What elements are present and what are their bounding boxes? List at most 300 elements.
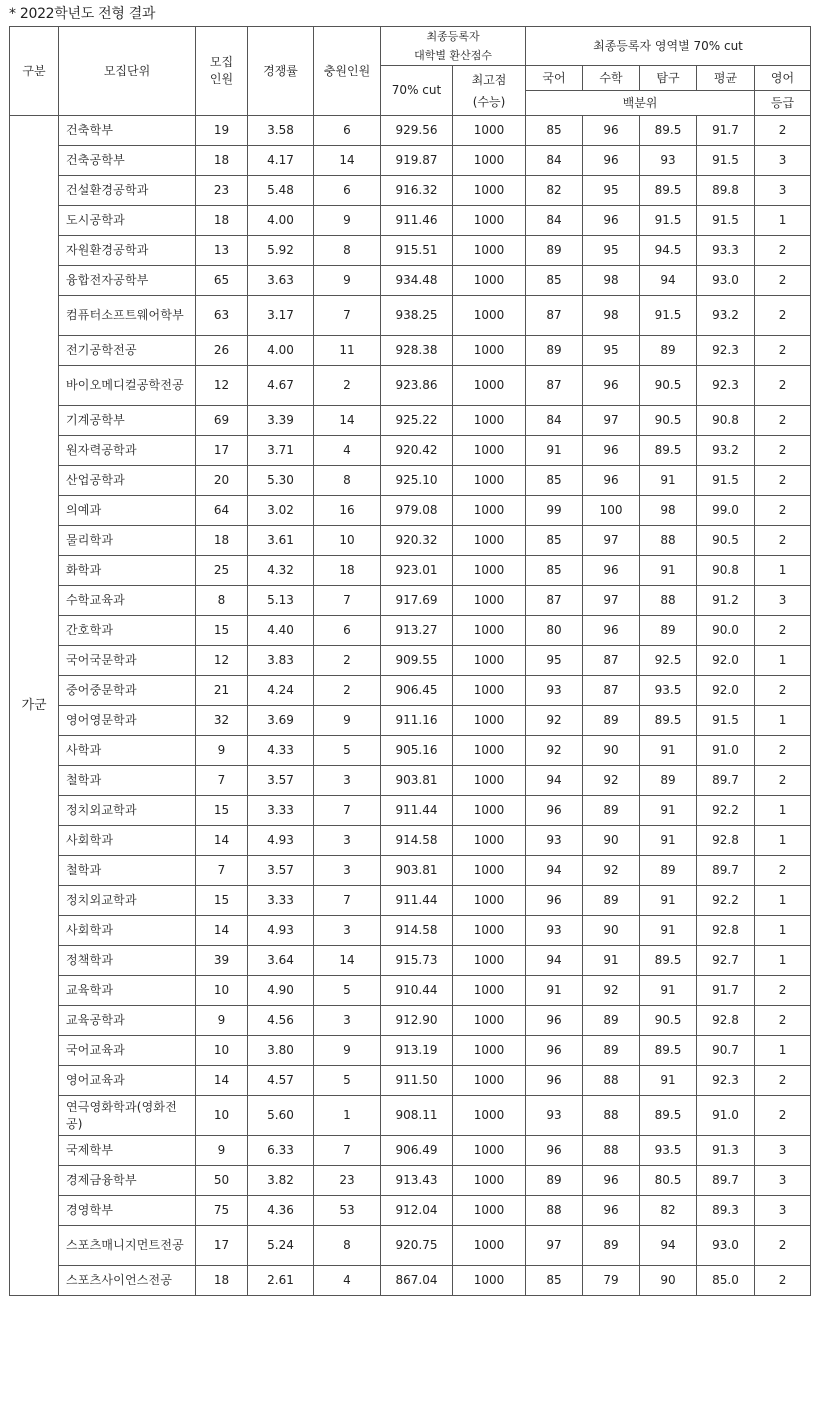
english-grade-cell: 1	[755, 706, 811, 736]
max-score-cell: 1000	[453, 1166, 526, 1196]
max-score-cell: 1000	[453, 766, 526, 796]
english-grade-cell: 3	[755, 1196, 811, 1226]
korean-cell: 85	[526, 526, 583, 556]
math-cell: 87	[583, 676, 640, 706]
table-row	[10, 856, 811, 886]
quota-cell: 23	[196, 176, 248, 206]
cut70-cell: 867.04	[381, 1266, 453, 1296]
extra-cell: 14	[314, 946, 381, 976]
table-row	[10, 946, 811, 976]
competition-cell: 3.69	[248, 706, 314, 736]
korean-cell: 89	[526, 336, 583, 366]
explore-cell: 91.5	[640, 206, 697, 236]
korean-cell: 87	[526, 366, 583, 406]
extra-cell: 4	[314, 436, 381, 466]
table-row	[10, 1066, 811, 1096]
math-cell: 95	[583, 336, 640, 366]
english-grade-cell: 2	[755, 1006, 811, 1036]
quota-cell: 14	[196, 1066, 248, 1096]
cut70-cell: 925.22	[381, 406, 453, 436]
extra-cell: 2	[314, 646, 381, 676]
math-cell: 92	[583, 976, 640, 1006]
cut70-cell: 903.81	[381, 766, 453, 796]
korean-cell: 92	[526, 706, 583, 736]
max-score-cell: 1000	[453, 796, 526, 826]
quota-cell: 63	[196, 296, 248, 336]
average-cell: 92.8	[697, 916, 755, 946]
competition-cell: 4.32	[248, 556, 314, 586]
unit-name: 국어교육과	[59, 1036, 196, 1066]
quota-cell: 65	[196, 266, 248, 296]
english-grade-cell: 2	[755, 1066, 811, 1096]
math-cell: 100	[583, 496, 640, 526]
extra-cell: 3	[314, 916, 381, 946]
table-row	[10, 296, 811, 336]
unit-name: 중어중문학과	[59, 676, 196, 706]
cut70-cell: 917.69	[381, 586, 453, 616]
competition-cell: 3.83	[248, 646, 314, 676]
extra-cell: 7	[314, 296, 381, 336]
math-cell: 96	[583, 616, 640, 646]
quota-cell: 9	[196, 1006, 248, 1036]
table-row	[10, 916, 811, 946]
unit-name: 영어영문학과	[59, 706, 196, 736]
english-grade-cell: 3	[755, 176, 811, 206]
table-row	[10, 886, 811, 916]
cut70-cell: 920.42	[381, 436, 453, 466]
competition-cell: 4.33	[248, 736, 314, 766]
korean-cell: 85	[526, 266, 583, 296]
english-grade-cell: 2	[755, 616, 811, 646]
korean-cell: 96	[526, 1066, 583, 1096]
english-grade-cell: 1	[755, 886, 811, 916]
competition-cell: 6.33	[248, 1136, 314, 1166]
extra-cell: 18	[314, 556, 381, 586]
table-row	[10, 406, 811, 436]
math-cell: 89	[583, 706, 640, 736]
explore-cell: 94.5	[640, 236, 697, 266]
extra-cell: 9	[314, 706, 381, 736]
explore-cell: 90	[640, 1266, 697, 1296]
competition-cell: 4.00	[248, 206, 314, 236]
table-row	[10, 826, 811, 856]
explore-cell: 93.5	[640, 1136, 697, 1166]
cut70-cell: 929.56	[381, 116, 453, 146]
quota-cell: 69	[196, 406, 248, 436]
header-percentile: 백분위	[526, 91, 755, 116]
average-cell: 89.8	[697, 176, 755, 206]
unit-name: 철학과	[59, 856, 196, 886]
max-score-cell: 1000	[453, 1036, 526, 1066]
extra-cell: 5	[314, 736, 381, 766]
max-score-cell: 1000	[453, 1266, 526, 1296]
math-cell: 87	[583, 646, 640, 676]
table-row	[10, 206, 811, 236]
english-grade-cell: 2	[755, 766, 811, 796]
quota-cell: 13	[196, 236, 248, 266]
quota-cell: 21	[196, 676, 248, 706]
cut70-cell: 913.43	[381, 1166, 453, 1196]
unit-name: 도시공학과	[59, 206, 196, 236]
quota-cell: 64	[196, 496, 248, 526]
english-grade-cell: 2	[755, 1266, 811, 1296]
unit-name: 의예과	[59, 496, 196, 526]
math-cell: 96	[583, 466, 640, 496]
explore-cell: 89	[640, 766, 697, 796]
max-score-cell: 1000	[453, 1226, 526, 1266]
table-row	[10, 976, 811, 1006]
explore-cell: 89.5	[640, 706, 697, 736]
unit-name: 화학과	[59, 556, 196, 586]
max-score-cell: 1000	[453, 206, 526, 236]
quota-cell: 19	[196, 116, 248, 146]
quota-cell: 25	[196, 556, 248, 586]
korean-cell: 94	[526, 766, 583, 796]
english-grade-cell: 2	[755, 526, 811, 556]
math-cell: 95	[583, 176, 640, 206]
english-grade-cell: 2	[755, 676, 811, 706]
header-grade: 등급	[755, 91, 811, 116]
table-row	[10, 1006, 811, 1036]
quota-cell: 15	[196, 616, 248, 646]
table-row	[10, 1226, 811, 1266]
explore-cell: 88	[640, 586, 697, 616]
quota-cell: 18	[196, 206, 248, 236]
explore-cell: 89.5	[640, 946, 697, 976]
quota-cell: 7	[196, 766, 248, 796]
explore-cell: 82	[640, 1196, 697, 1226]
table-row	[10, 176, 811, 206]
max-score-cell: 1000	[453, 826, 526, 856]
extra-cell: 2	[314, 366, 381, 406]
cut70-cell: 915.51	[381, 236, 453, 266]
unit-name: 간호학과	[59, 616, 196, 646]
competition-cell: 5.48	[248, 176, 314, 206]
cut70-cell: 928.38	[381, 336, 453, 366]
math-cell: 97	[583, 526, 640, 556]
extra-cell: 7	[314, 1136, 381, 1166]
max-score-cell: 1000	[453, 1066, 526, 1096]
average-cell: 93.2	[697, 296, 755, 336]
cut70-cell: 906.45	[381, 676, 453, 706]
explore-cell: 91.5	[640, 296, 697, 336]
cut70-cell: 920.32	[381, 526, 453, 556]
explore-cell: 91	[640, 826, 697, 856]
quota-cell: 10	[196, 1096, 248, 1136]
competition-cell: 4.24	[248, 676, 314, 706]
max-score-cell: 1000	[453, 496, 526, 526]
math-cell: 88	[583, 1096, 640, 1136]
quota-cell: 10	[196, 1036, 248, 1066]
average-cell: 91.7	[697, 116, 755, 146]
competition-cell: 3.57	[248, 856, 314, 886]
extra-cell: 14	[314, 406, 381, 436]
korean-cell: 80	[526, 616, 583, 646]
competition-cell: 5.24	[248, 1226, 314, 1266]
unit-name: 영어교육과	[59, 1066, 196, 1096]
extra-cell: 14	[314, 146, 381, 176]
extra-cell: 6	[314, 616, 381, 646]
table-row	[10, 676, 811, 706]
max-score-cell: 1000	[453, 406, 526, 436]
table-row	[10, 1136, 811, 1166]
korean-cell: 85	[526, 466, 583, 496]
quota-cell: 26	[196, 336, 248, 366]
header-explore: 탐구	[640, 66, 697, 91]
korean-cell: 95	[526, 646, 583, 676]
korean-cell: 96	[526, 796, 583, 826]
average-cell: 93.3	[697, 236, 755, 266]
english-grade-cell: 1	[755, 946, 811, 976]
competition-cell: 5.30	[248, 466, 314, 496]
cut70-cell: 923.86	[381, 366, 453, 406]
quota-cell: 17	[196, 436, 248, 466]
competition-cell: 4.40	[248, 616, 314, 646]
competition-cell: 3.61	[248, 526, 314, 556]
unit-name: 연극영화학과(영화전공)	[59, 1096, 196, 1136]
max-score-cell: 1000	[453, 436, 526, 466]
max-score-cell: 1000	[453, 296, 526, 336]
explore-cell: 93.5	[640, 676, 697, 706]
average-cell: 93.2	[697, 436, 755, 466]
header-row-1	[10, 27, 811, 66]
math-cell: 96	[583, 366, 640, 406]
unit-name: 국제학부	[59, 1136, 196, 1166]
cut70-cell: 906.49	[381, 1136, 453, 1166]
korean-cell: 96	[526, 1036, 583, 1066]
competition-cell: 3.82	[248, 1166, 314, 1196]
competition-cell: 4.56	[248, 1006, 314, 1036]
competition-cell: 2.61	[248, 1266, 314, 1296]
header-area-cut: 최종등록자 영역별 70% cut	[526, 27, 811, 66]
cut70-cell: 910.44	[381, 976, 453, 1006]
competition-cell: 4.57	[248, 1066, 314, 1096]
average-cell: 91.5	[697, 146, 755, 176]
english-grade-cell: 3	[755, 586, 811, 616]
extra-cell: 9	[314, 206, 381, 236]
quota-cell: 14	[196, 916, 248, 946]
english-grade-cell: 1	[755, 646, 811, 676]
unit-name: 자원환경공학과	[59, 236, 196, 266]
english-grade-cell: 2	[755, 1096, 811, 1136]
table-row	[10, 466, 811, 496]
average-cell: 93.0	[697, 266, 755, 296]
math-cell: 88	[583, 1136, 640, 1166]
unit-name: 물리학과	[59, 526, 196, 556]
cut70-cell: 908.11	[381, 1096, 453, 1136]
explore-cell: 94	[640, 266, 697, 296]
math-cell: 96	[583, 146, 640, 176]
cut70-cell: 911.50	[381, 1066, 453, 1096]
explore-cell: 89.5	[640, 116, 697, 146]
unit-name: 철학과	[59, 766, 196, 796]
max-score-cell: 1000	[453, 236, 526, 266]
competition-cell: 4.93	[248, 826, 314, 856]
cut70-cell: 914.58	[381, 916, 453, 946]
korean-cell: 96	[526, 1136, 583, 1166]
max-score-cell: 1000	[453, 526, 526, 556]
quota-cell: 14	[196, 826, 248, 856]
korean-cell: 94	[526, 946, 583, 976]
table-row	[10, 586, 811, 616]
extra-cell: 23	[314, 1166, 381, 1196]
korean-cell: 92	[526, 736, 583, 766]
extra-cell: 10	[314, 526, 381, 556]
english-grade-cell: 2	[755, 736, 811, 766]
extra-cell: 8	[314, 236, 381, 266]
extra-cell: 7	[314, 586, 381, 616]
korean-cell: 93	[526, 916, 583, 946]
header-group: 구분	[10, 27, 59, 116]
quota-cell: 7	[196, 856, 248, 886]
competition-cell: 4.17	[248, 146, 314, 176]
english-grade-cell: 3	[755, 1166, 811, 1196]
average-cell: 89.3	[697, 1196, 755, 1226]
unit-name: 수학교육과	[59, 586, 196, 616]
quota-cell: 15	[196, 886, 248, 916]
max-score-cell: 1000	[453, 736, 526, 766]
explore-cell: 91	[640, 1066, 697, 1096]
cut70-cell: 938.25	[381, 296, 453, 336]
average-cell: 89.7	[697, 1166, 755, 1196]
math-cell: 89	[583, 886, 640, 916]
header-quota: 모집 인원	[196, 27, 248, 116]
english-grade-cell: 1	[755, 796, 811, 826]
average-cell: 93.0	[697, 1226, 755, 1266]
english-grade-cell: 2	[755, 236, 811, 266]
extra-cell: 3	[314, 1006, 381, 1036]
math-cell: 95	[583, 236, 640, 266]
english-grade-cell: 1	[755, 1036, 811, 1066]
cut70-cell: 903.81	[381, 856, 453, 886]
extra-cell: 16	[314, 496, 381, 526]
average-cell: 92.0	[697, 676, 755, 706]
average-cell: 91.0	[697, 1096, 755, 1136]
unit-name: 건축학부	[59, 116, 196, 146]
extra-cell: 2	[314, 676, 381, 706]
table-row	[10, 336, 811, 366]
cut70-cell: 979.08	[381, 496, 453, 526]
competition-cell: 4.67	[248, 366, 314, 406]
quota-cell: 17	[196, 1226, 248, 1266]
unit-name: 사회학과	[59, 826, 196, 856]
competition-cell: 3.02	[248, 496, 314, 526]
english-grade-cell: 1	[755, 206, 811, 236]
extra-cell: 3	[314, 856, 381, 886]
math-cell: 90	[583, 736, 640, 766]
max-score-cell: 1000	[453, 176, 526, 206]
table-row	[10, 496, 811, 526]
english-grade-cell: 1	[755, 556, 811, 586]
korean-cell: 89	[526, 236, 583, 266]
competition-cell: 3.33	[248, 886, 314, 916]
unit-name: 교육공학과	[59, 1006, 196, 1036]
competition-cell: 5.60	[248, 1096, 314, 1136]
extra-cell: 8	[314, 1226, 381, 1266]
quota-cell: 12	[196, 646, 248, 676]
competition-cell: 3.58	[248, 116, 314, 146]
table-row	[10, 646, 811, 676]
unit-name: 정치외교학과	[59, 886, 196, 916]
quota-cell: 50	[196, 1166, 248, 1196]
explore-cell: 92.5	[640, 646, 697, 676]
unit-name: 사회학과	[59, 916, 196, 946]
table-row	[10, 1096, 811, 1136]
average-cell: 92.8	[697, 826, 755, 856]
average-cell: 90.7	[697, 1036, 755, 1066]
unit-name: 교육학과	[59, 976, 196, 1006]
explore-cell: 89.5	[640, 1096, 697, 1136]
average-cell: 91.5	[697, 466, 755, 496]
table-row	[10, 796, 811, 826]
table-row	[10, 1166, 811, 1196]
cut70-cell: 914.58	[381, 826, 453, 856]
math-cell: 91	[583, 946, 640, 976]
average-cell: 92.8	[697, 1006, 755, 1036]
competition-cell: 4.00	[248, 336, 314, 366]
competition-cell: 4.93	[248, 916, 314, 946]
unit-name: 전기공학전공	[59, 336, 196, 366]
competition-cell: 3.17	[248, 296, 314, 336]
max-score-cell: 1000	[453, 1196, 526, 1226]
explore-cell: 89.5	[640, 1036, 697, 1066]
average-cell: 92.7	[697, 946, 755, 976]
cut70-cell: 915.73	[381, 946, 453, 976]
average-cell: 85.0	[697, 1266, 755, 1296]
math-cell: 98	[583, 296, 640, 336]
explore-cell: 90.5	[640, 366, 697, 406]
korean-cell: 94	[526, 856, 583, 886]
table-row	[10, 526, 811, 556]
korean-cell: 93	[526, 1096, 583, 1136]
explore-cell: 89.5	[640, 436, 697, 466]
unit-name: 바이오메디컬공학전공	[59, 366, 196, 406]
table-row	[10, 736, 811, 766]
english-grade-cell: 2	[755, 976, 811, 1006]
competition-cell: 4.36	[248, 1196, 314, 1226]
extra-cell: 6	[314, 176, 381, 206]
unit-name: 원자력공학과	[59, 436, 196, 466]
extra-cell: 3	[314, 766, 381, 796]
explore-cell: 91	[640, 796, 697, 826]
cut70-cell: 923.01	[381, 556, 453, 586]
max-score-cell: 1000	[453, 336, 526, 366]
math-cell: 96	[583, 1196, 640, 1226]
explore-cell: 91	[640, 466, 697, 496]
unit-name: 건축공학부	[59, 146, 196, 176]
max-score-cell: 1000	[453, 146, 526, 176]
table-row	[10, 1196, 811, 1226]
math-cell: 89	[583, 796, 640, 826]
competition-cell: 4.90	[248, 976, 314, 1006]
korean-cell: 84	[526, 146, 583, 176]
header-max-score: 최고점 (수능)	[453, 66, 526, 116]
extra-cell: 3	[314, 826, 381, 856]
competition-cell: 3.33	[248, 796, 314, 826]
table-row	[10, 116, 811, 146]
explore-cell: 89.5	[640, 176, 697, 206]
korean-cell: 99	[526, 496, 583, 526]
quota-cell: 9	[196, 736, 248, 766]
english-grade-cell: 3	[755, 146, 811, 176]
table-row	[10, 1266, 811, 1296]
math-cell: 92	[583, 856, 640, 886]
max-score-cell: 1000	[453, 886, 526, 916]
max-score-cell: 1000	[453, 1006, 526, 1036]
math-cell: 96	[583, 116, 640, 146]
korean-cell: 91	[526, 976, 583, 1006]
math-cell: 96	[583, 1166, 640, 1196]
